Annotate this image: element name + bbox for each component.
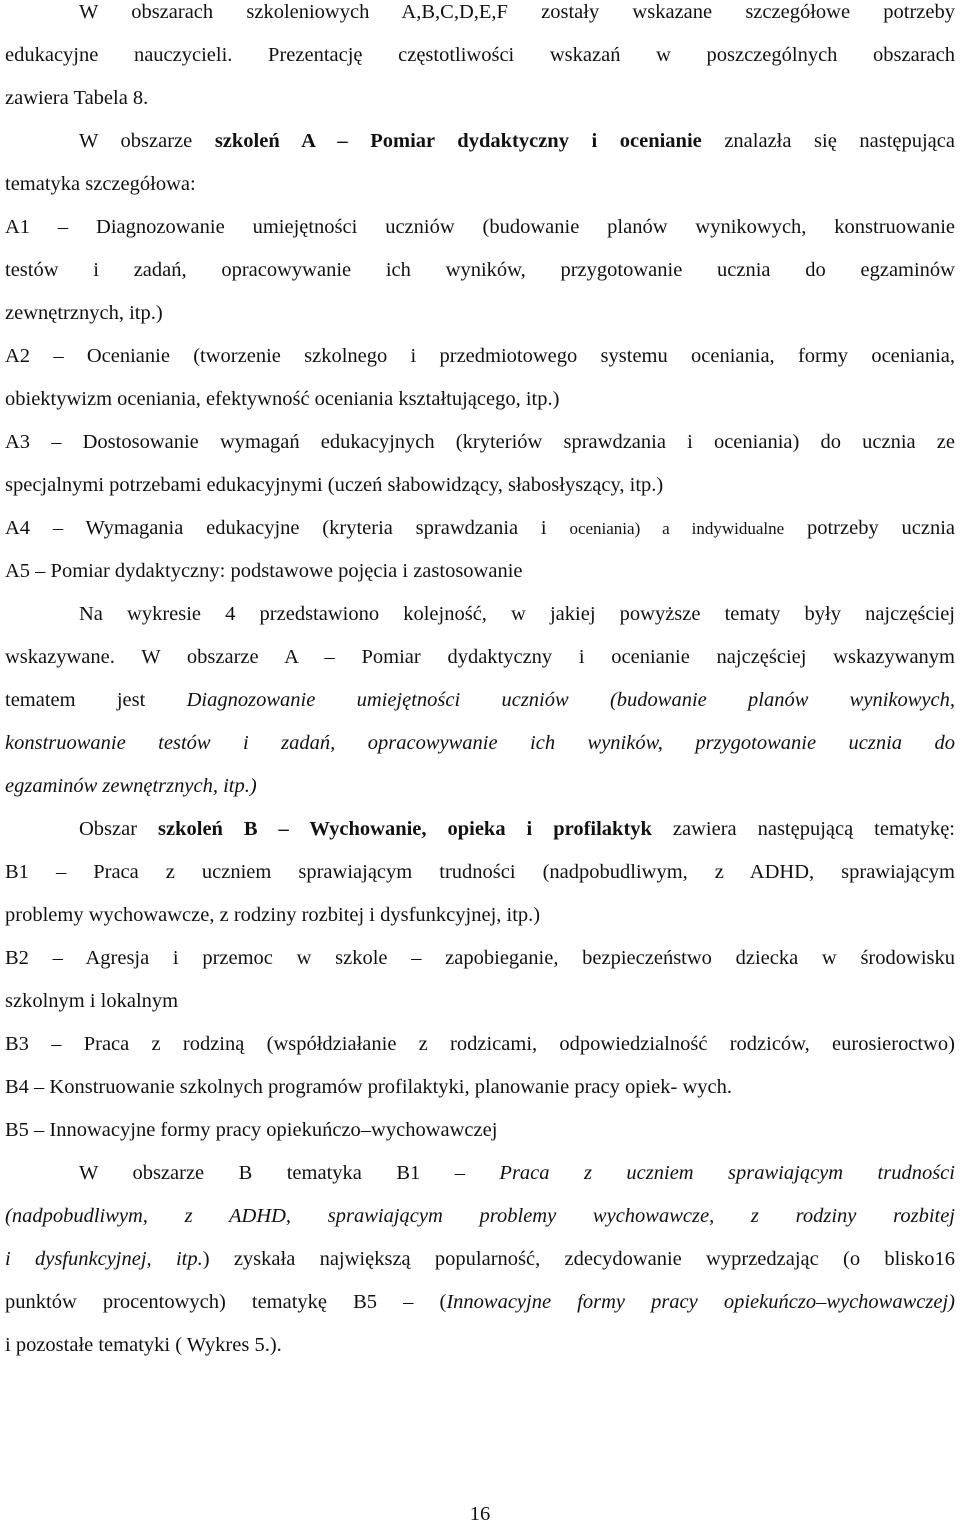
text-line: edukacyjne nauczycieli. Prezentację częstotliwości wskazań w poszczególnych obszarach: [5, 44, 955, 66]
text-line: B4 – Konstruowanie szkolnych programów profilaktyki, planowanie pracy opiek- wych.: [5, 1076, 732, 1098]
text-line: problemy wychowawcze, z rodziny rozbitej i dysfunkcyjnej, itp.): [5, 904, 541, 926]
text-line: punktów procentowych) tematykę B5 – (Innowacyjne formy pracy opiekuńczo–wychowawczej): [5, 1291, 955, 1313]
text-line: konstruowanie testów i zadań, opracowywanie ich wyników, przygotowanie ucznia do: [5, 732, 955, 754]
text-line: A2 – Ocenianie (tworzenie szkolnego i przedmiotowego systemu oceniania, formy oceniania,: [5, 345, 955, 367]
text-line: wskazywane. W obszarze A – Pomiar dydaktyczny i ocenianie najczęściej wskazywanym: [5, 646, 955, 668]
text-line: i dysfunkcyjnej, itp.) zyskała największą popularność, zdecydowanie wyprzedzając (o blisko16: [5, 1248, 955, 1270]
text-line: testów i zadań, opracowywanie ich wyników, przygotowanie ucznia do egzaminów: [5, 259, 955, 281]
text-line: i pozostałe tematyki ( Wykres 5.).: [5, 1334, 282, 1356]
text-line: A5 – Pomiar dydaktyczny: podstawowe pojęcia i zastosowanie: [5, 560, 523, 582]
text-line: zawiera Tabela 8.: [5, 87, 149, 109]
text-line: tematem jest Diagnozowanie umiejętności uczniów (budowanie planów wynikowych,: [5, 689, 955, 711]
page-number: 16: [469, 1503, 491, 1525]
text-line: W obszarze szkoleń A – Pomiar dydaktyczny i ocenianie znalazła się następująca: [79, 130, 955, 152]
text-line: egzaminów zewnętrznych, itp.): [5, 775, 257, 797]
text-line: A3 – Dostosowanie wymagań edukacyjnych (kryteriów sprawdzania i oceniania) do ucznia ze: [5, 431, 955, 453]
text-line: obiektywizm oceniania, efektywność oceniania kształtującego, itp.): [5, 388, 560, 410]
text-line: B3 – Praca z rodziną (współdziałanie z rodzicami, odpowiedzialność rodziców, eurosieroctwo): [5, 1033, 955, 1055]
text-line: (nadpobudliwym, z ADHD, sprawiającym problemy wychowawcze, z rodziny rozbitej: [5, 1205, 955, 1227]
text-line: Na wykresie 4 przedstawiono kolejność, w jakiej powyższe tematy były najczęściej: [79, 603, 955, 625]
text-line: W obszarze B tematyka B1 – Praca z uczniem sprawiającym trudności: [79, 1162, 955, 1184]
text-line: zewnętrznych, itp.): [5, 302, 163, 324]
text-line: A1 – Diagnozowanie umiejętności uczniów (budowanie planów wynikowych, konstruowanie: [5, 216, 955, 238]
text-line: B1 – Praca z uczniem sprawiającym trudności (nadpobudliwym, z ADHD, sprawiającym: [5, 861, 955, 883]
text-line: B5 – Innowacyjne formy pracy opiekuńczo–wychowawczej: [5, 1119, 498, 1141]
text-line: specjalnymi potrzebami edukacyjnymi (uczeń słabowidzący, słabosłyszący, itp.): [5, 474, 664, 496]
text-line: szkolnym i lokalnym: [5, 990, 179, 1012]
text-line: W obszarach szkoleniowych A,B,C,D,E,F zostały wskazane szczegółowe potrzeby: [79, 1, 955, 23]
text-line: B2 – Agresja i przemoc w szkole – zapobieganie, bezpieczeństwo dziecka w środowisku: [5, 947, 955, 969]
text-line: tematyka szczegółowa:: [5, 173, 196, 195]
text-line: A4 – Wymagania edukacyjne (kryteria sprawdzania i oceniania) a indywidualne potrzeby ucznia: [5, 517, 955, 539]
text-line: Obszar szkoleń B – Wychowanie, opieka i profilaktyk zawiera następującą tematykę:: [79, 818, 955, 840]
